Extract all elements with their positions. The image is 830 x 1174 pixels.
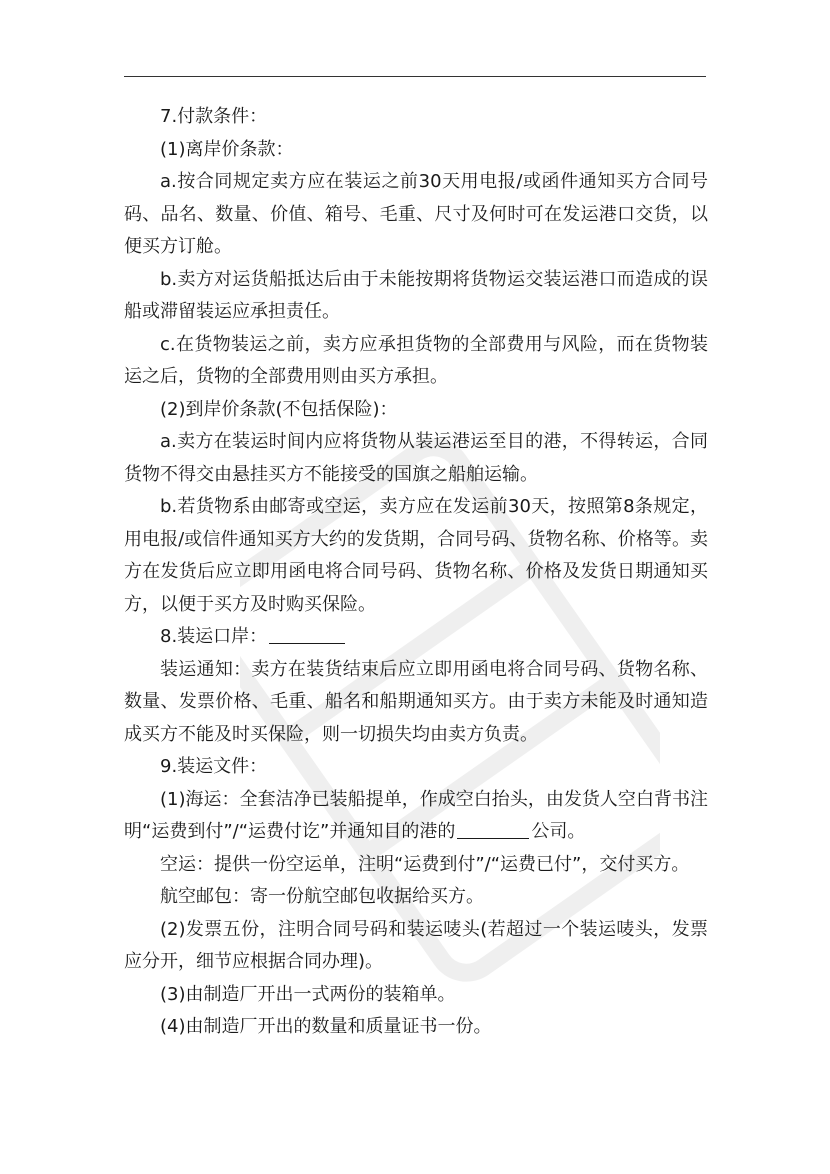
- sea-transport-text: (1)海运：全套洁净已装船提单，作成空白抬头，由发货人空白背书注明“运费到付”/“运费付讫”并通知目的港的: [124, 788, 708, 842]
- fob-clause-heading: (1)离岸价条款：: [160, 138, 294, 160]
- packing-list-clause: (3)由制造厂开出一式两份的装箱单。: [160, 983, 456, 1005]
- cif-clause-a: a.卖方在装运时间内应将货物从装运港运至目的港，不得转运，合同货物不得交由悬挂买方不能接受的国旗之船舶运输。: [124, 431, 708, 485]
- cif-clause-heading: (2)到岸价条款(不包括保险)：: [160, 398, 398, 420]
- air-transport-clause: 空运：提供一份空运单，注明“运费到付”/“运费已付”，交付买方。: [160, 853, 690, 875]
- sea-transport-suffix: 公司。: [531, 821, 586, 842]
- destination-company-blank: [457, 820, 529, 839]
- section-7-heading: 7.付款条件：: [160, 106, 268, 127]
- section-9-heading: 9.装运文件：: [160, 756, 268, 777]
- fob-clause-c: c.在货物装运之前，卖方应承担货物的全部费用与风险，而在货物装运之后，货物的全部费用则由买方承担。: [124, 333, 708, 387]
- cif-clause-b: b.若货物系由邮寄或空运，卖方应在发运前30天，按照第8条规定，用电报/或信件通知买方大约的发货期，合同号码、货物名称、价格等。卖方在发货后应立即用函电将合同号码、货物名称、价格及发货日期通知买方，以便于买方及时购买保险。: [124, 496, 708, 615]
- loading-port-blank: [269, 625, 345, 644]
- shipping-notice: 装运通知：卖方在装货结束后应立即用函电将合同号码、货物名称、数量、发票价格、毛重、船名和船期通知买方。由于卖方未能及时通知造成买方不能及时买保险，则一切损失均由卖方负责。: [124, 658, 708, 745]
- sea-transport-clause: [124, 784, 708, 849]
- invoice-clause: (2)发票五份，注明合同号码和装运唛头(若超过一个装运唛头，发票应分开，细节应根据合同办理)。: [124, 918, 708, 972]
- document-body: [124, 101, 708, 1044]
- fob-clause-a: a.按合同规定卖方应在装运之前30天用电报/或函件通知买方合同号码、品名、数量、价值、箱号、毛重、尺寸及何时可在发运港口交货，以便买方订舱。: [124, 171, 708, 257]
- loading-port-label: 8.装运口岸：: [160, 626, 268, 647]
- fob-clause-b: b.卖方对运货船抵达后由于未能按期将货物运交装运港口而造成的误船或滞留装运应承担责任。: [124, 268, 708, 322]
- section-8-loading-port: [124, 621, 708, 654]
- quality-certificate-clause: (4)由制造厂开出的数量和质量证书一份。: [160, 1016, 492, 1037]
- air-parcel-clause: 航空邮包：寄一份航空邮包收据给买方。: [160, 886, 484, 907]
- header-rule: [124, 76, 706, 77]
